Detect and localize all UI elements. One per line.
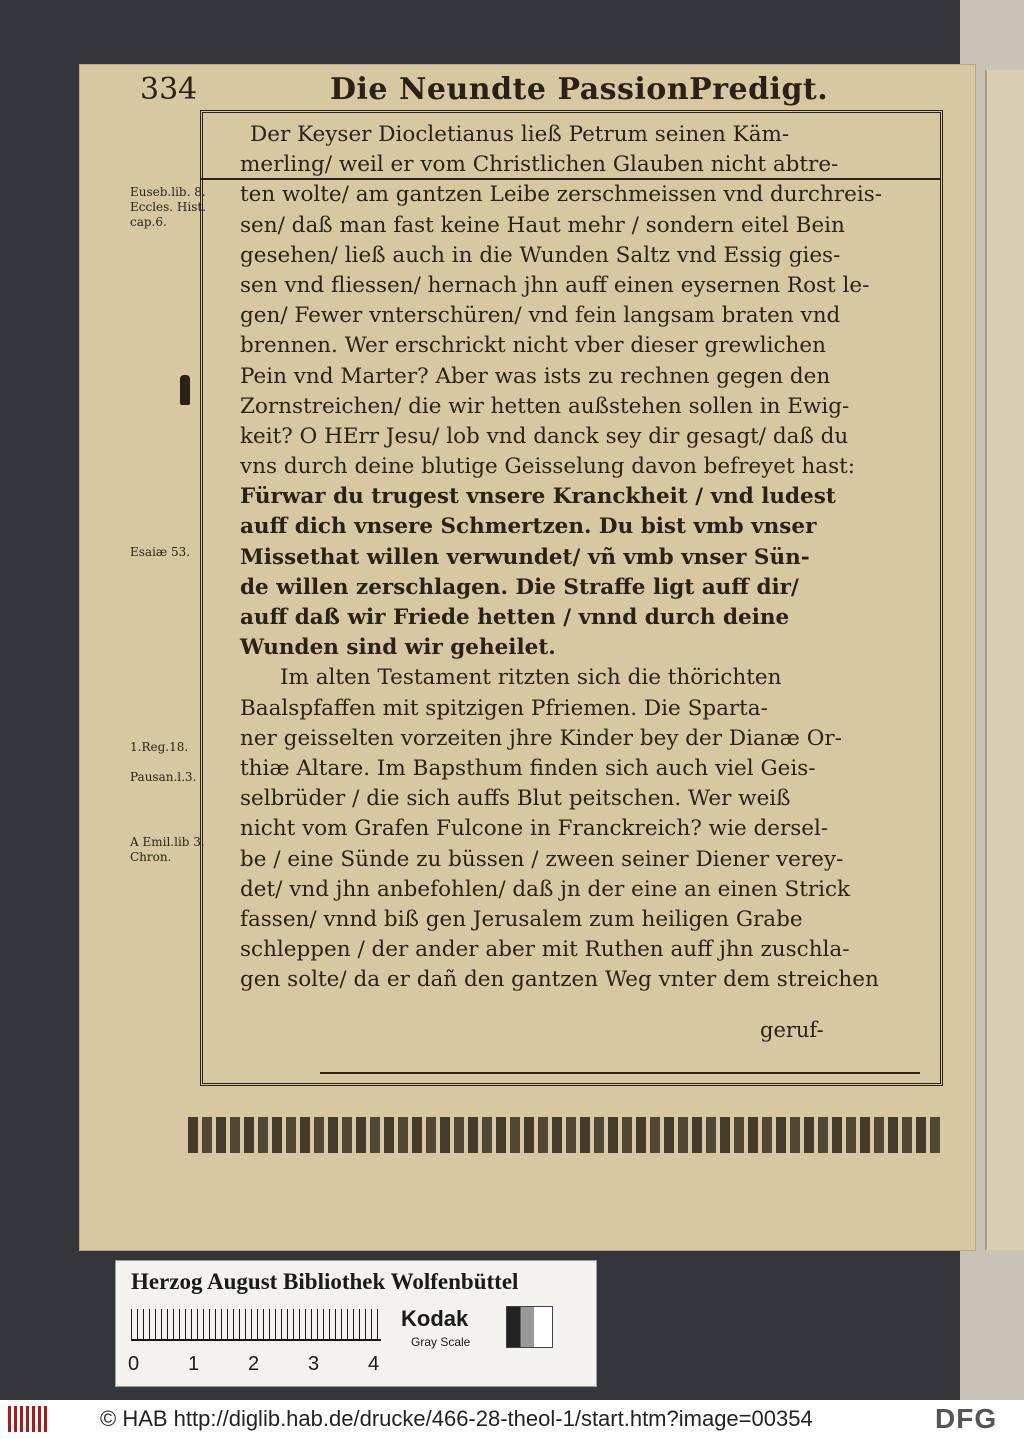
text-line: Im alten Testament ritzten sich die thörichten [280,665,782,691]
body-text [240,120,882,995]
gray-scale-patch [506,1306,553,1348]
barcode-icon [8,1406,48,1432]
text-line: Wunden sind wir geheilet. [240,635,556,661]
margin-note: 1.Reg.18. [130,740,189,754]
text-line: Missethat willen verwundet/ vñ vmb vnser Sün- [240,544,810,570]
text-line: Der Keyser Diocletianus ließ Petrum seinen Käm- [250,122,790,147]
text-line: gen/ Fewer vnterschüren/ vnd fein langsam braten vnd [240,303,841,329]
text-line: selbrüder / die sich auffs Blut peitschen. Wer weiß [240,786,791,812]
text-line: Baalspfaffen mit spitzigen Pfriemen. Die Sparta- [240,695,768,721]
bottom-rule [320,1072,920,1074]
margin-note: Euseb.lib. 8. Eccles. Hist. cap.6. [130,185,207,229]
facing-page-edge [985,70,1024,1250]
ruler-digit: 0 [128,1353,140,1375]
text-line: auff dich vnsere Schmertzen. Du bist vmb vnser [240,514,817,540]
text-line: sen vnd fliessen/ hernach jhn auff einen eysernen Rost le- [240,272,870,298]
text-line: Fürwar du trugest vnsere Kranckheit / vnd ludest [240,484,836,510]
text-line: vns durch deine blutige Geisselung davon befreyet hast: [240,454,856,480]
ornament-band [188,1117,940,1153]
text-line: sen/ daß man fast keine Haut mehr / sondern eitel Bein [240,212,845,238]
text-line: Pein vnd Marter? Aber was ists zu rechnen gegen den [240,363,831,389]
text-line: fassen/ vnnd biß gen Jerusalem zum heiligen Grabe [240,906,803,932]
gray-scale-label: Gray Scale [411,1335,471,1349]
text-line: ner geisselten vorzeiten jhre Kinder bey der Dianæ Or- [240,725,842,751]
text-line: be / eine Sünde zu büssen / zween seiner Diener verey- [240,846,844,872]
kodak-logo: Kodak [401,1306,469,1331]
footer-credit-link[interactable]: © HAB http://diglib.hab.de/drucke/466-28-theol-1/start.htm?image=00354 [100,1406,813,1431]
ruler-digit: 4 [368,1353,380,1375]
text-line: gen solte/ da er dañ den gantzen Weg vnter dem streichen [240,967,879,993]
margin-note: Esaiæ 53. [130,545,191,559]
ruler-digit: 3 [308,1353,320,1375]
text-line: Zornstreichen/ die wir hetten außstehen sollen in Ewig- [240,393,850,419]
catchword: geruf- [760,1018,824,1042]
running-title: Die Neundte PassionPredigt. [330,72,829,107]
page-header [140,72,860,112]
ruler-digit: 1 [188,1353,200,1375]
text-line: de willen zerschlagen. Die Straffe ligt auff dir/ [240,574,799,600]
text-line: gesehen/ ließ auch in die Wunden Saltz vnd Essig gies- [240,242,841,268]
library-name: Herzog August Bibliothek Wolfenbüttel [131,1269,519,1294]
dfg-logo: DFG [935,1403,998,1434]
margin-note: Pausan.l.3. [130,770,197,784]
library-color-card [115,1260,597,1387]
text-line: brennen. Wer erschrickt nicht vber dieser grewlichen [240,333,826,359]
text-line: schleppen / der ander aber mit Ruthen auff jhn zuschla- [240,937,850,963]
text-line: merling/ weil er vom Christlichen Glauben nicht abtre- [240,152,839,178]
ruler-digit: 2 [248,1353,260,1375]
text-line: keit? O HErr Jesu/ lob vnd danck sey dir gesagt/ daß du [240,423,849,449]
margin-ornament-icon [180,375,190,405]
page-number: 334 [140,72,198,107]
text-line: thiæ Altare. Im Bapsthum finden sich auch viel Geis- [240,755,816,781]
text-line: auff daß wir Friede hetten / vnnd durch deine [240,605,790,630]
footer-bar [0,1400,1024,1439]
text-line: ten wolte/ am gantzen Leibe zerschmeissen vnd durchreis- [240,182,882,208]
margin-note: A Emil.lib 3. Chron. [130,835,205,864]
text-line: nicht vom Grafen Fulcone in Franckreich? wie dersel- [240,816,829,842]
text-line: det/ vnd jhn anbefohlen/ daß jn der eine an einen Strick [240,876,851,902]
scale-ruler [131,1309,381,1341]
